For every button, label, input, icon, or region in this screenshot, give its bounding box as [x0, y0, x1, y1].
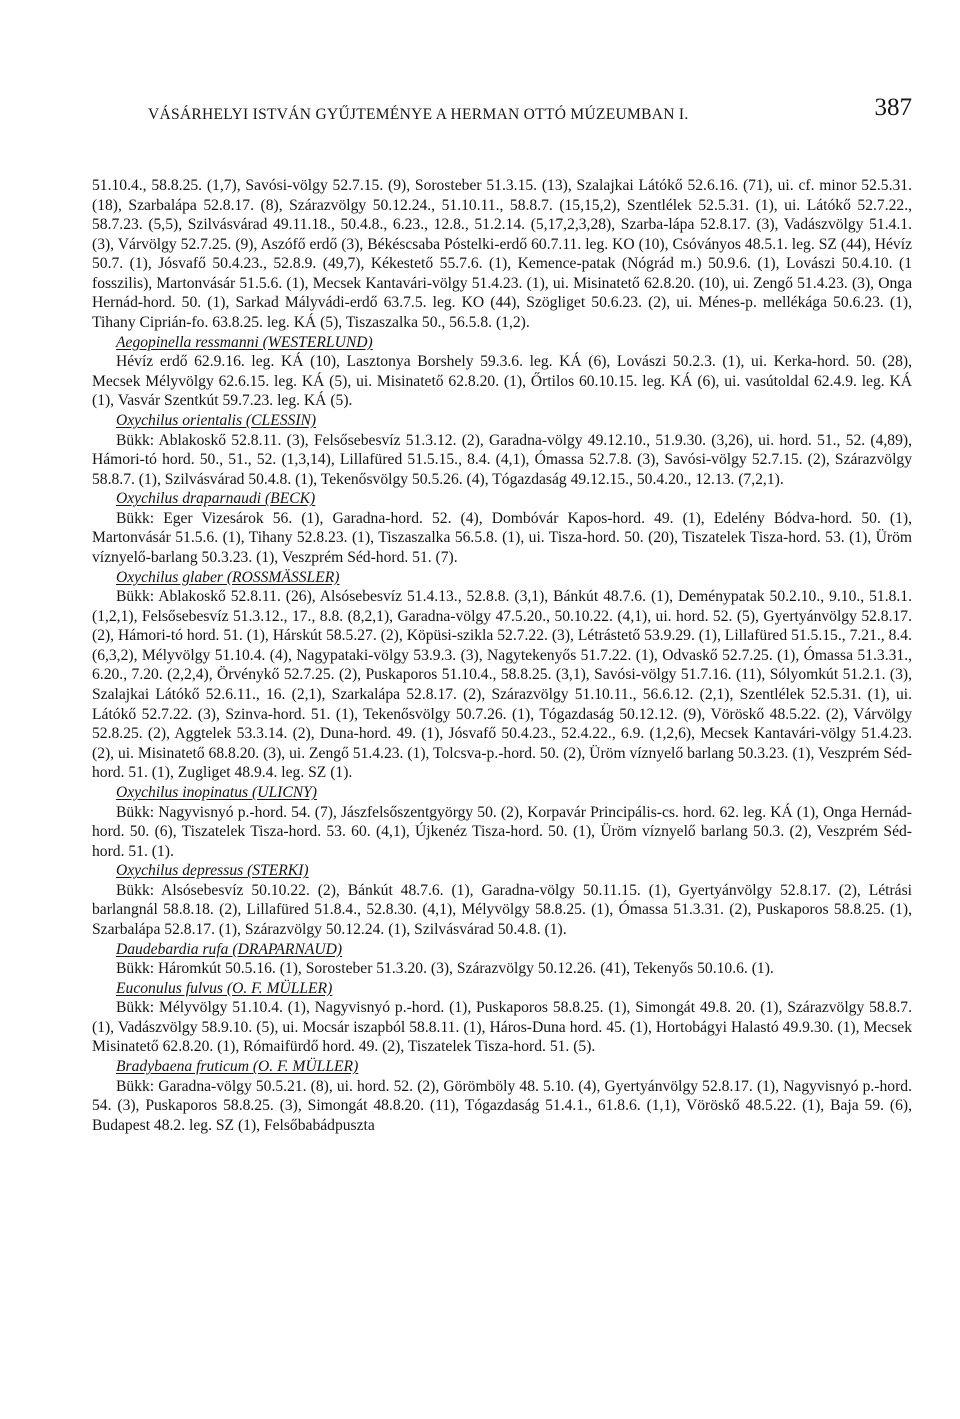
locality-record: Bükk: Garadna-völgy 50.5.21. (8), ui. hord. 52. (2), Görömböly 48. 5.10. (4), Gyertyánvölgy 52.8.17. (1), Nagyvisnyó p.-hord. 54. (3), Puskaporos 58.8.25. (3), Simongát 48.8.20. (11), Tógazdaság 51.4.1., 61.8.6. (1,1), Vöröskő 48.5.22. (1), Baja 59. (6), Budapest 48.2. leg. SZ (1), Felsőbabádpuszta	[92, 1077, 912, 1134]
locality-record: Bükk: Ablakoskő 52.8.11. (26), Alsósebesvíz 51.4.13., 52.8.8. (3,1), Bánkút 48.7.6. (1), Deménypatak 50.2.10., 9.10., 51.8.1. (1,2,1), Felsősebesvíz 51.3.12., 17., 8.8. (8,2,1), Garadna-völgy 47.5.20., 50.10.22. (4,1), ui. hord. 52. (5), Gyertyánvölgy 52.8.17. (2), Hámori-tó hord. 51. (1), Hárskút 58.5.27. (2), Köpüsi-szikla 52.7.22. (3), Létrástető 53.9.29. (1), Lillafüred 51.5.15., 7.21., 8.4. (6,3,2), Mélyvölgy 51.10.4. (4), Nagypataki-völgy 53.9.3. (3), Nagytekenyős 51.7.22. (1), Odvaskő 52.7.25. (1), Ómassa 51.3.31., 6.20., 7.20. (2,2,4), Örvénykő 52.7.25. (2), Puskaporos 51.10.4., 58.8.25. (3,1), Savósi-völgy 51.7.16. (11), Sólyomkút 51.2.1. (3), Szalajkai Látókő 52.6.11., 16. (2,1), Szarkalápa 52.8.17. (2), Szárazvölgy 51.10.11., 56.6.12. (2,1), Szentlélek 52.5.31. (1), ui. Látókő 52.7.22. (3), Szinva-hord. 51. (1), Tekenősvölgy 50.7.26. (1), Tógazdaság 50.12.12. (9), Vöröskő 48.5.22. (2), Várvölgy 52.8.25. (2), Aggtelek 53.3.14. (2), Duna-hord. 49. (1), Jósvafő 50.4.23., 52.4.22., 6.9. (1,2,6), Mecsek Kantavári-völgy 51.4.23. (2), ui. Misinatető 68.8.20. (3), ui. Zengő 51.4.23. (1), Tolcsva-p.-hord. 50. (2), Üröm víznyelő barlang 50.3.23. (1), Veszprém Séd-hord. 51. (1), Zugliget 48.9.4. leg. SZ (1).	[92, 588, 912, 782]
locality-record: Bükk: Háromkút 50.5.16. (1), Sorosteber 51.3.20. (3), Szárazvölgy 50.12.26. (41), Tekenyős 50.10.6. (1).	[116, 960, 774, 978]
locality-record: Bükk: Alsósebesvíz 50.10.22. (2), Bánkút 48.7.6. (1), Garadna-völgy 50.11.15. (1), Gyertyánvölgy 52.8.17. (2), Létrási barlangnál 58.8.18. (2), Lillafüred 51.8.4., 52.8.30. (4,1), Mélyvölgy 58.8.25. (1), Ómassa 51.3.31. (2), Puskaporos 58.8.25. (1), Szarbalápa 52.8.17. (1), Szárazvölgy 50.12.24. (1), Szilvásvárad 50.4.8. (1).	[92, 881, 912, 938]
species-heading: Bradybaena fruticum (O. F. MÜLLER)	[116, 1058, 359, 1076]
page-number: 387	[874, 94, 912, 121]
species-heading: Aegopinella ressmanni (WESTERLUND)	[116, 333, 373, 351]
species-heading: Oxychilus depressus (STERKI)	[116, 862, 309, 880]
running-title: VÁSÁRHELYI ISTVÁN GYŰJTEMÉNYE A HERMAN OTTÓ MÚZEUMBAN I.	[148, 106, 689, 123]
species-heading: Oxychilus inopinatus (ULICNY)	[116, 783, 317, 801]
locality-record: Bükk: Mélyvölgy 51.10.4. (1), Nagyvisnyó p.-hord. (1), Puskaporos 58.8.25. (1), Simongát 49.8. 20. (1), Szárazvölgy 58.8.7. (1), Vadászvölgy 58.9.10. (5), ui. Mocsár iszapból 58.8.11. (1), Háros-Duna hord. 45. (1), Hortobágyi Halastó 49.9.30. (1), Mecsek Misinatető 62.8.20. (1), Rómaifürdő hord. 49. (2), Tiszatelek Tisza-hord. 51. (5).	[92, 999, 912, 1056]
species-heading: Daudebardia rufa (DRAPARNAUD)	[116, 940, 343, 958]
species-heading: Oxychilus orientalis (CLESSIN)	[116, 411, 317, 429]
locality-record: Hévíz erdő 62.9.16. leg. KÁ (10), Lasztonya Borshely 59.3.6. leg. KÁ (6), Lovászi 50.2.3. (1), ui. Kerka-hord. 50. (28), Mecsek Mélyvölgy 62.6.15. leg. KÁ (5), ui. Misinatető 62.8.20. (1), Őrtilos 60.10.15. leg. KÁ (6), ui. vasútoldal 62.4.9. leg. KÁ (1), Vasvár Szentkút 59.7.23. leg. KÁ (5).	[92, 353, 912, 410]
locality-record: Bükk: Ablakoskő 52.8.11. (3), Felsősebesvíz 51.3.12. (2), Garadna-völgy 49.12.10., 51.9.30. (3,26), ui. hord. 51., 52. (4,89), Hámori-tó hord. 50., 51., 52. (1,3,14), Lillafüred 51.5.15., 8.4. (4,1), Ómassa 52.7.8. (3), Savósi-völgy 52.7.15. (2), Szárazvölgy 58.8.7. (1), Szilvásvárad 50.4.8. (1), Tekenősvölgy 50.5.26. (4), Tógazdaság 49.12.15., 50.4.20., 12.13. (7,2,1).	[92, 431, 912, 488]
page-header	[92, 94, 912, 140]
text-paragraph: 51.10.4., 58.8.25. (1,7), Savósi-völgy 52.7.15. (9), Sorosteber 51.3.15. (13), Szalajkai Látókő 52.6.16. (71), ui. cf. minor 52.5.31. (18), Szarbalápa 52.8.17. (8), Szárazvölgy 50.12.24., 51.10.11., 58.8.7. (15,15,2), Szentlélek 52.5.31. (1), ui. Látókő 52.7.22., 58.7.23. (5,5), Szilvásvárad 49.11.18., 50.4.8., 6.23., 12.8., 51.2.14. (5,17,2,3,28), Szarba-lápa 52.8.17. (3), Vadászvölgy 51.4.1. (3), Várvölgy 52.7.25. (9), Aszófő erdő (3), Békéscsaba Póstelki-erdő 60.7.11. leg. KO (10), Csóványos 48.5.1. leg. SZ (44), Hévíz 50.7. (1), Jósvafő 50.4.23., 52.8.9. (49,7), Kékestető 55.7.6. (1), Kemence-patak (Nógrád m.) 50.9.6. (1), Lovászi 50.4.10. (1 fosszilis), Martonvásár 51.5.6. (1), Mecsek Kantavári-völgy 51.4.23. (1), ui. Misinatető 62.8.20. (10), ui. Zengő 51.4.23. (3), Onga Hernád-hord. 50. (1), Sarkad Mályvádi-erdő 63.7.5. leg. KO (44), Szögliget 50.6.23. (2), ui. Ménes-p. mellékága 50.6.23. (1), Tihany Ciprián-fo. 63.8.25. leg. KÁ (5), Tiszaszalka 50., 56.5.8. (1,2).	[92, 177, 912, 332]
species-heading: Oxychilus draparnaudi (BECK)	[116, 490, 316, 508]
species-heading: Euconulus fulvus (O. F. MÜLLER)	[116, 979, 333, 997]
species-heading: Oxychilus glaber (ROSSMÄSSLER)	[116, 568, 340, 586]
body-text	[92, 176, 912, 1135]
locality-record: Bükk: Nagyvisnyó p.-hord. 54. (7), Jászfelsőszentgyörgy 50. (2), Korpavár Principális-cs. hord. 62. leg. KÁ (1), Onga Hernád-hord. 50. (6), Tiszatelek Tisza-hord. 53. 60. (4,1), Újkenéz Tisza-hord. 50. (1), Üröm víznyelő barlang 50.3. (2), Veszprém Séd-hord. 51. (1).	[92, 803, 912, 860]
locality-record: Bükk: Eger Vizesárok 56. (1), Garadna-hord. 52. (4), Dombóvár Kapos-hord. 49. (1), Edelény Bódva-hord. 50. (1), Martonvásár 51.5.6. (1), Tihany 52.8.23. (1), Tiszaszalka 56.5.8. (1), ui. Tisza-hord. 50. (20), Tiszatelek Tisza-hord. 53. (1), Üröm víznyelő-barlang 50.3.23. (1), Veszprém Séd-hord. 51. (7).	[92, 509, 912, 566]
